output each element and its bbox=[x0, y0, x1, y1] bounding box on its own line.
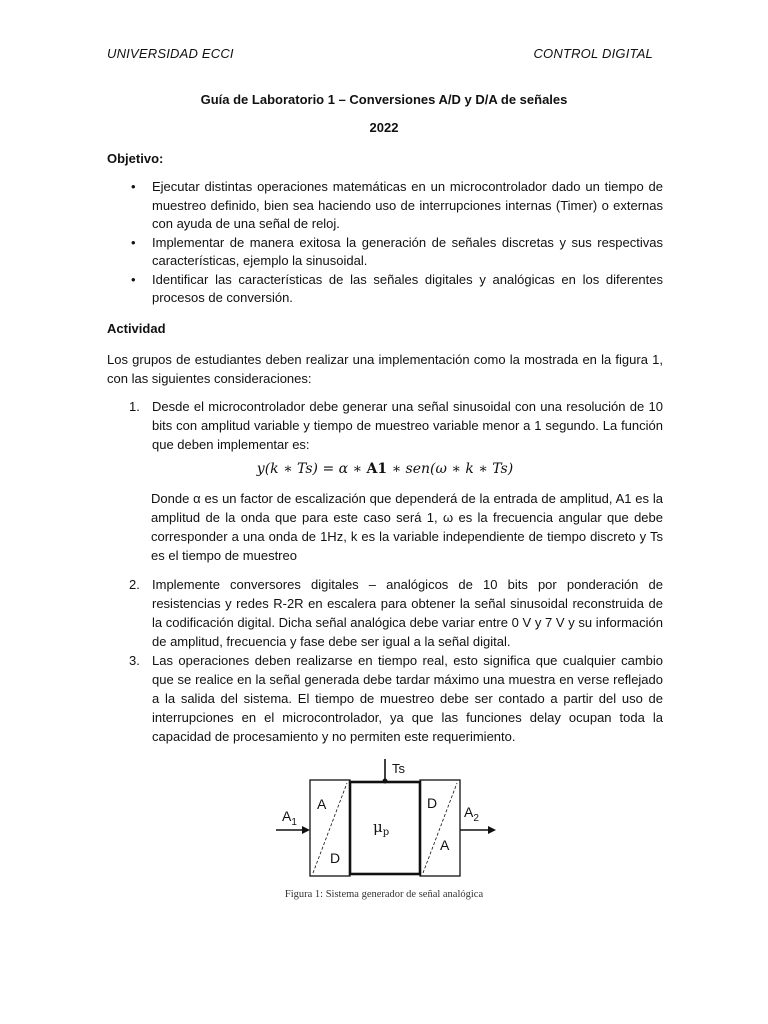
input-arrowhead-icon bbox=[302, 826, 310, 834]
header-institution: UNIVERSIDAD ECCI bbox=[107, 46, 234, 61]
bullet-icon: • bbox=[131, 179, 136, 194]
system-diagram bbox=[270, 755, 500, 885]
input-label: $A_1$ bbox=[282, 808, 297, 828]
objective-heading: Objetivo: bbox=[107, 151, 164, 166]
document-year: 2022 bbox=[369, 120, 399, 135]
bullet-icon: • bbox=[131, 234, 136, 250]
microcontroller-label: $\mu_p$ bbox=[373, 818, 390, 838]
list-item: 3. Las operaciones deben realizarse en tiempo real, esto significa que cualquier cambio que se realice en la señal generada debe tardar máximo una muestra en verse reflejado a la salida del sistema. El tiempo de muestreo debe ser contado a partir del uso de interrupciones en el microcontrolador, ya que las funciones delay ocupan toda la capacidad de procesamiento y no permiten este requerimiento. bbox=[129, 653, 663, 744]
activity-item-1 bbox=[107, 397, 663, 454]
dac-label-a: A bbox=[440, 837, 450, 853]
output-label: $A_2$ bbox=[464, 804, 479, 824]
activity-heading: Actividad bbox=[107, 321, 166, 336]
dac-label-d: D bbox=[427, 795, 438, 811]
adc-label-d: D bbox=[330, 850, 341, 866]
objective-item: • Implementar de manera exitosa la generación de señales discretas y sus respectivas características, ejemplo la sinusoidal. bbox=[131, 234, 663, 268]
objective-item: • Ejecutar distintas operaciones matemáticas en un microcontrolador dado un tiempo de muestreo definido, bien sea haciendo uso de interrupciones internas (Timer) o externas con ayuda de una señal de reloj. bbox=[131, 179, 663, 231]
formula-explanation: Donde α es un factor de escalización que dependerá de la entrada de amplitud, A1 es la amplitud de la onda que para este caso será 1, ω es la frecuencia angular que debe corresponder a una onda de 1Hz, k es la variable independiente de tiempo discreto y Ts es el tiempo de muestreo bbox=[151, 491, 663, 563]
adc-label-a: A bbox=[317, 796, 327, 812]
list-item: 1. Desde el microcontrolador debe generar una señal sinusoidal con una resolución de 10 bits con amplitud variable y tiempo de muestreo variable menor a 1 segundo. La función que deben implementar es: bbox=[129, 399, 663, 452]
document-title: Guía de Laboratorio 1 – Conversiones A/D y D/A de señales bbox=[200, 92, 568, 107]
list-item: 2. Implemente conversores digitales – analógicos de 10 bits por ponderación de resistencias y redes R-2R en escalera para obtener la señal sinusoidal reconstruida de la codificación digital. Dicha señal analógica debe variar entre 0 V y 7 V y su información de amplitud, frecuencia y fase debe ser igual a la señal digital. bbox=[129, 577, 663, 649]
ts-label: Ts bbox=[392, 761, 405, 776]
dac-block bbox=[420, 780, 460, 876]
output-arrowhead-icon bbox=[488, 826, 496, 834]
activity-items-2-3 bbox=[107, 575, 663, 746]
sine-formula: y(k ∗ Ts) = α ∗ A1 ∗ sen(ω ∗ k ∗ Ts) bbox=[256, 461, 514, 477]
header-course: CONTROL DIGITAL bbox=[533, 46, 653, 61]
activity-intro: Los grupos de estudiantes deben realizar una implementación como la mostrada en la figura 1, con las siguientes consideraciones: bbox=[107, 352, 663, 386]
objective-item: • Identificar las características de las señales digitales y analógicas en los diferentes procesos de conversión. bbox=[131, 271, 663, 305]
figure-caption: Figura 1: Sistema generador de señal analógica bbox=[284, 889, 484, 900]
objective-list bbox=[107, 178, 663, 308]
ts-node bbox=[383, 779, 388, 784]
bullet-icon: • bbox=[131, 271, 136, 287]
